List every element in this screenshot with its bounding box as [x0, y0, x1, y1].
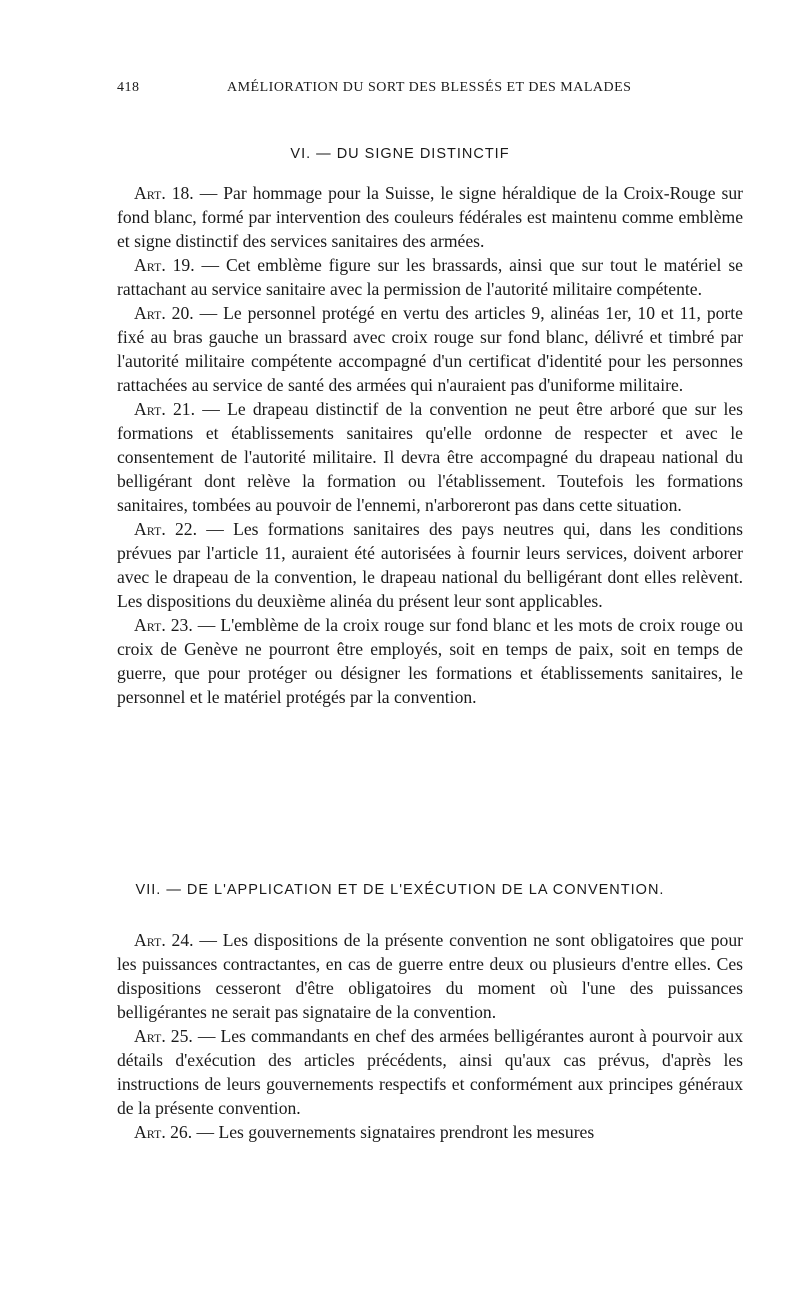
section-body-vii — [117, 928, 743, 1144]
article-text: — Le drapeau distinctif de la convention ne peut être arboré que sur les formations et établissements sanitaires qu'elle ordonne de respecter et avec le consentement de l'autorité militaire. Il devra être accompagné du drapeau national du belligérant dont relève la formation ou l'établissement. Toutefois les formations sanitaires, tombées au pouvoir de l'ennemi, n'arboreront pas dans cette situation. — [117, 399, 743, 515]
article-label: Art. 18. — [134, 183, 194, 203]
article-label: Art. 26. — [134, 1122, 193, 1142]
article-text: — Les gouvernements signataires prendront les mesures — [192, 1122, 595, 1142]
article-text: — Les formations sanitaires des pays neutres qui, dans les conditions prévues par l'article 11, auraient été autorisées à fournir leurs services, doivent arborer avec le drapeau de la convention, le drapeau national du belligérant dont elles relèvent. Les dispositions du deuxième alinéa du présent leur sont applicables. — [117, 519, 744, 611]
article-26 — [117, 1120, 743, 1144]
article-22 — [117, 517, 743, 613]
article-text: — L'emblème de la croix rouge sur fond blanc et les mots de croix rouge ou croix de Genève ne pourront être employés, soit en temps de paix, soit en temps de guerre, que pour protéger ou désigner les formations et établissements sanitaires, le personnel et le matériel protégés par la convention. — [117, 615, 743, 707]
article-18 — [117, 181, 743, 253]
article-20 — [117, 301, 743, 397]
article-text: — Par hommage pour la Suisse, le signe héraldique de la Croix-Rouge sur fond blanc, formé par intervention des couleurs fédérales est maintenu comme emblème et signe distinctif des services sanitaires des armées. — [117, 183, 744, 251]
article-21 — [117, 397, 743, 517]
section-body-vi — [117, 181, 743, 709]
article-text: — Le personnel protégé en vertu des articles 9, alinéas 1er, 10 et 11, porte fixé au bras gauche un brassard avec croix rouge sur fond blanc, délivré et timbré par l'autorité militaire compétente accompagné d'un certificat d'identité pour les personnes rattachées au service de santé des armées qui n'auraient pas d'uniforme militaire. — [117, 303, 743, 395]
article-text: — Les dispositions de la présente convention ne sont obligatoires que pour les puissances contractantes, en cas de guerre entre deux ou plusieurs d'entre elles. Ces dispositions cesseront d'être obligatoires du moment où l'une des puissances belligérantes ne serait pas signataire de la convention. — [117, 930, 743, 1022]
article-label: Art. 24. — [134, 930, 194, 950]
article-24 — [117, 928, 743, 1024]
section-heading-vi: VI. — DU SIGNE DISTINCTIF — [290, 146, 510, 162]
article-19 — [117, 253, 743, 301]
page-number: 418 — [117, 80, 140, 95]
article-23 — [117, 613, 743, 709]
article-label: Art. 21. — [134, 399, 195, 419]
article-label: Art. 19. — [134, 255, 195, 275]
article-text: — Cet emblème figure sur les brassards, ainsi que sur tout le matériel se rattachant au service sanitaire avec la permission de l'autorité militaire compétente. — [117, 255, 743, 299]
article-label: Art. 25. — [134, 1026, 193, 1046]
article-label: Art. 23. — [134, 615, 193, 635]
article-label: Art. 22. — [134, 519, 197, 539]
article-25 — [117, 1024, 743, 1120]
section-heading-vii: VII. — DE L'APPLICATION ET DE L'EXÉCUTION DE LA CONVENTION. — [135, 882, 665, 898]
article-label: Art. 20. — [134, 303, 194, 323]
article-text: — Les commandants en chef des armées belligérantes auront à pourvoir aux détails d'exécution des articles précédents, ainsi qu'aux cas prévus, d'après les instructions de leurs gouvernements respectifs et conformément aux principes généraux de la présente convention. — [117, 1026, 744, 1118]
running-title: AMÉLIORATION DU SORT DES BLESSÉS ET DES MALADES — [227, 80, 632, 95]
